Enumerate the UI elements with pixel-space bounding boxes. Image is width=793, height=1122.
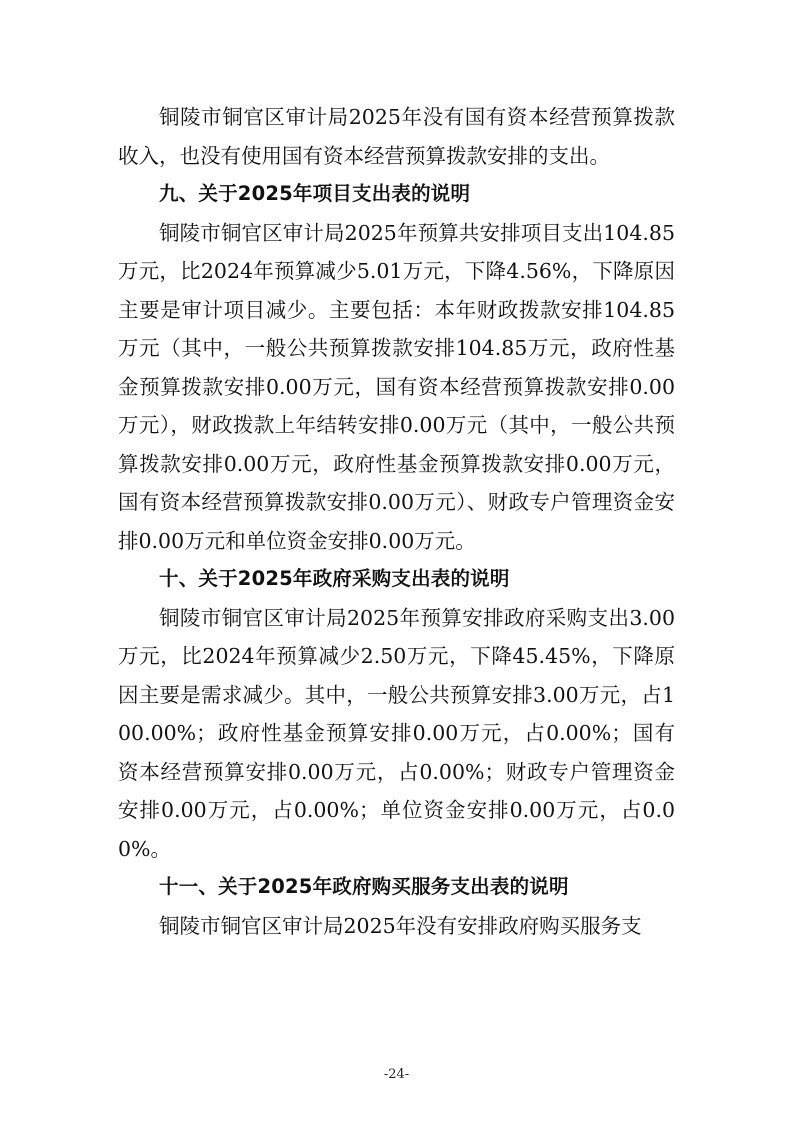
paragraph-government-purchased-services: 铜陵市铜官区审计局2025年没有安排政府购买服务支 [159, 913, 642, 938]
section-heading-project-expenditure: 九、关于2025年项目支出表的说明 [159, 182, 471, 205]
section-heading-government-purchased-services: 十一、关于2025年政府购买服务支出表的说明 [159, 875, 569, 898]
section-heading-government-procurement: 十、关于2025年政府采购支出表的说明 [159, 567, 510, 590]
paragraph-state-capital-budget: 铜陵市铜官区审计局2025年没有国有资本经营预算拨款收入，也没有使用国有资本经营预算拨款安排的支出。 [118, 105, 675, 168]
paragraph-government-procurement: 铜陵市铜官区审计局2025年预算安排政府采购支出3.00万元，比2024年预算减少2.50万元，下降45.45%，下降原因主要是需求减少。其中，一般公共预算安排3.00万元，占100.00%；政府性基金预算安排0.00万元，占0.00%；国有资本经营预算安排0.00万元，占0.00%；财政专户管理资金安排0.00万元，占0.00%；单位资金安排0.00万元，占0.00%。 [118, 605, 675, 861]
paragraph-project-expenditure: 铜陵市铜官区审计局2025年预算共安排项目支出104.85万元，比2024年预算减少5.01万元，下降4.56%，下降原因主要是审计项目减少。主要包括：本年财政拨款安排104.85万元（其中，一般公共预算拨款安排104.85万元，政府性基金预算拨款安排0.00万元，国有资本经营预算拨款安排0.00万元），财政拨款上年结转安排0.00万元（其中，一般公共预算拨款安排0.00万元，政府性基金预算拨款安排0.00万元，国有资本经营预算拨款安排0.00万元）、财政专户管理资金安排0.00万元和单位资金安排0.00万元。 [118, 220, 675, 553]
document-body [118, 98, 675, 945]
page-number: -24- [383, 1067, 410, 1082]
